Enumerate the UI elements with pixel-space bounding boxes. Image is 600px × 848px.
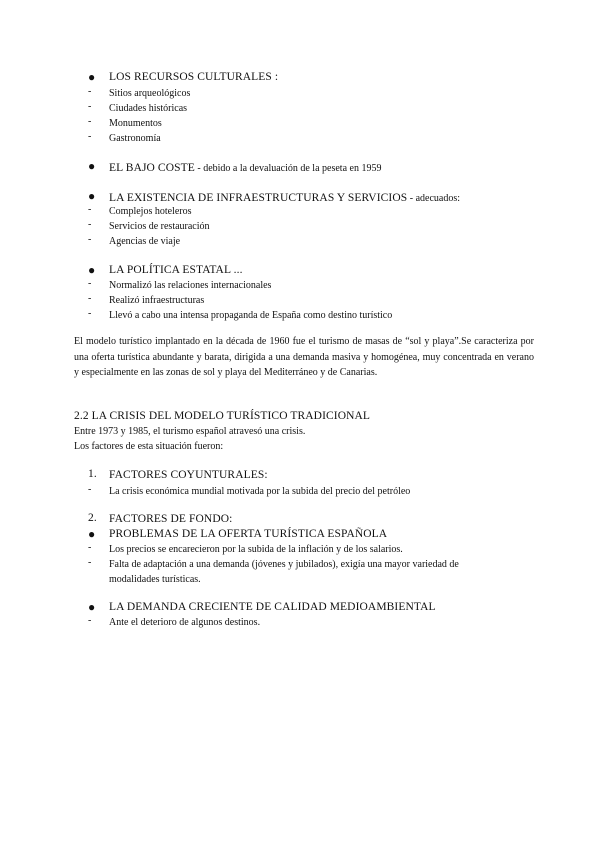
heading-demanda-calidad: LA DEMANDA CRECIENTE DE CALIDAD MEDIOAMBIENTAL	[109, 601, 436, 613]
infraestructuras-detail: - adecuados:	[407, 193, 460, 204]
dash-marker: -	[88, 116, 92, 127]
heading-bajo-coste: EL BAJO COSTE	[109, 162, 195, 174]
heading-bajo-coste-line	[109, 159, 381, 176]
list-item: Llevó a cabo una intensa propaganda de España como destino turístico	[109, 310, 393, 321]
body-paragraph: El modelo turístico implantado en la década de 1960 fue el turismo de masas de “sol y playa”.Se caracteriza por una oferta turística abundante y barata, dirigida a una demanda masiva y homogénea, muy concentrada en verano y especialmente en las zonas de sol y playa del Mediterráneo y de Canarias.	[74, 336, 534, 378]
list-item: Complejos hoteleros	[109, 206, 192, 217]
list-item: Ciudades históricas	[109, 103, 188, 114]
list-item: La crisis económica mundial motivada por la subida del precio del petróleo	[109, 486, 411, 497]
list-item: Realizó infraestructuras	[109, 295, 205, 306]
dash-marker: -	[88, 219, 92, 230]
bajo-coste-detail: - debido a la devaluación de la peseta en 1959	[194, 163, 382, 174]
list-item: Normalizó las relaciones internacionales	[109, 280, 272, 291]
list-item: Agencias de viaje	[109, 236, 181, 247]
dash-marker: -	[88, 234, 92, 245]
dash-marker: -	[88, 542, 92, 553]
dash-marker: -	[88, 131, 92, 142]
heading-factores-fondo: FACTORES DE FONDO:	[109, 513, 233, 525]
section-title: 2.2 LA CRISIS DEL MODELO TURÍSTICO TRADICIONAL	[74, 410, 371, 422]
bullet-marker: ●	[88, 189, 96, 203]
heading-recursos-culturales: LOS RECURSOS CULTURALES :	[109, 71, 279, 83]
bullet-marker: ●	[88, 159, 96, 173]
list-item: Los precios se encarecieron por la subida de la inflación y de los salarios.	[109, 544, 403, 555]
list-item: Sitios arqueológicos	[109, 88, 191, 99]
list-number: 1.	[88, 468, 97, 480]
dash-marker: -	[88, 204, 92, 215]
dash-marker: -	[88, 557, 92, 568]
dash-marker: -	[88, 86, 92, 97]
bullet-marker: ●	[88, 527, 96, 541]
crisis-intro: Entre 1973 y 1985, el turismo español atravesó una crisis.	[74, 426, 306, 437]
list-number: 2.	[88, 512, 97, 524]
bullet-marker: ●	[88, 600, 96, 614]
heading-politica-estatal: LA POLÍTICA ESTATAL ...	[109, 264, 243, 276]
heading-factores-coyunturales: FACTORES COYUNTURALES:	[109, 469, 268, 481]
list-item-continuation: modalidades turísticas.	[109, 574, 201, 585]
bullet-marker: ●	[88, 263, 96, 277]
dash-marker: -	[88, 293, 92, 304]
dash-marker: -	[88, 278, 92, 289]
list-item: Ante el deterioro de algunos destinos.	[109, 617, 261, 628]
dash-marker: -	[88, 484, 92, 495]
heading-infraestructuras: LA EXISTENCIA DE INFRAESTRUCTURAS Y SERVICIOS	[109, 192, 408, 204]
crisis-intro: Los factores de esta situación fueron:	[74, 441, 224, 452]
heading-problemas-oferta: PROBLEMAS DE LA OFERTA TURÍSTICA ESPAÑOLA	[109, 528, 388, 540]
dash-marker: -	[88, 615, 92, 626]
dash-marker: -	[88, 101, 92, 112]
list-item: Monumentos	[109, 118, 162, 129]
list-item: Gastronomía	[109, 133, 161, 144]
dash-marker: -	[88, 308, 92, 319]
list-item: Falta de adaptación a una demanda (jóvenes y jubilados), exigía una mayor variedad de	[109, 559, 459, 570]
bullet-marker: ●	[88, 70, 96, 84]
list-item: Servicios de restauración	[109, 221, 210, 232]
